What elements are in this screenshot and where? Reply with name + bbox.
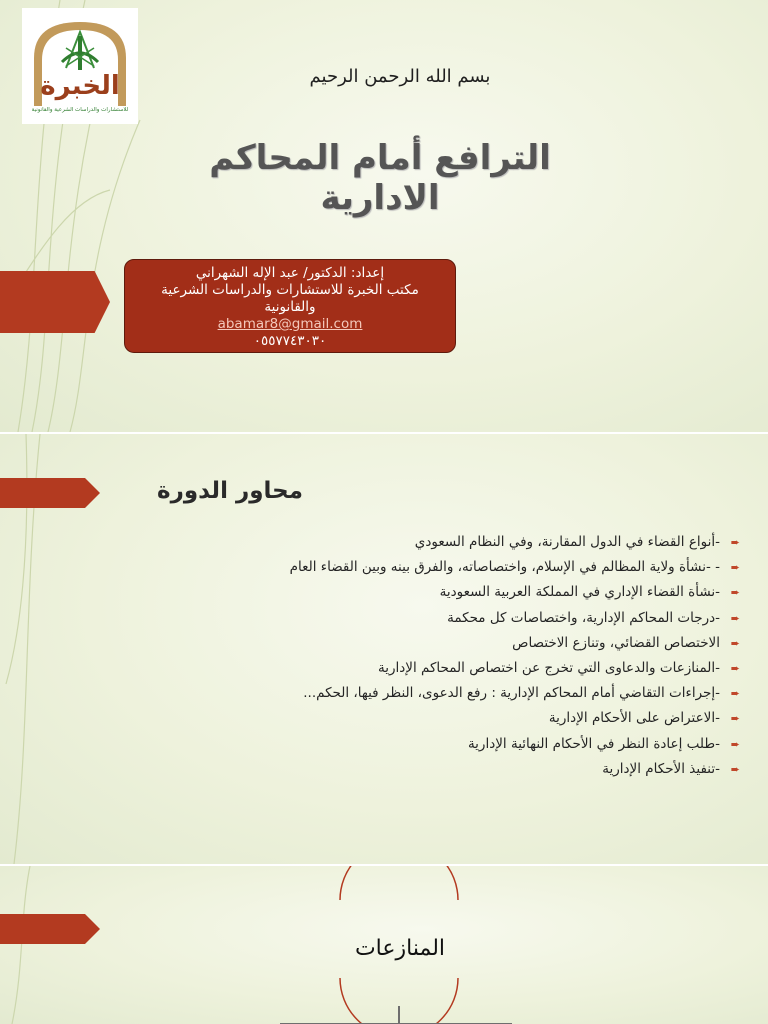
arrow-bullet-icon: ➨ — [730, 737, 740, 751]
arrow-bullet-icon: ➨ — [730, 687, 740, 701]
office-name-cont: والقانونية — [264, 299, 316, 315]
list-item: ➨ -نشأة القضاء الإداري في المملكة العربية السعودية — [160, 580, 732, 605]
svg-text:الخبرة: الخبرة — [40, 71, 120, 101]
course-topics-heading: محاور الدورة — [157, 478, 303, 504]
list-item: ➨ -أنواع القضاء في الدول المقارنة، وفي النظام السعودي — [160, 530, 732, 555]
arrow-bullet-icon: ➨ — [730, 561, 740, 575]
list-item: ➨ الاختصاص القضائي، وتنازع الاختصاص — [160, 631, 732, 656]
section-arrow-shape — [0, 478, 100, 508]
company-logo — [22, 8, 138, 124]
list-item: ➨ -درجات المحاكم الإدارية، واختصاصات كل محكمة — [160, 606, 732, 631]
slide-disputes — [0, 866, 768, 1024]
arrow-bullet-icon: ➨ — [730, 636, 740, 650]
slide-title — [0, 0, 768, 432]
author-card — [124, 259, 456, 353]
office-name: مكتب الخبرة للاستشارات والدراسات الشرعية — [161, 282, 419, 298]
arrow-bullet-icon: ➨ — [730, 712, 740, 726]
list-item: ➨ -الاعتراض على الأحكام الإدارية — [160, 706, 732, 731]
list-item: ➨ -تنفيذ الأحكام الإدارية — [160, 757, 732, 782]
arrow-bullet-icon: ➨ — [730, 586, 740, 600]
svg-text:للاستشارات والدراسات الشرعية و: للاستشارات والدراسات الشرعية والقانونية — [31, 107, 129, 113]
author-name: إعداد: الدكتور/ عبد الإله الشهراني — [195, 265, 385, 281]
title-arrow-shape — [0, 271, 110, 333]
list-item: ➨ - -نشأة ولاية المظالم في الإسلام، واختصاصاته، والفرق بينه وبين القضاء العام — [160, 555, 732, 580]
arrow-bullet-icon: ➨ — [730, 661, 740, 675]
list-item: ➨ -إجراءات التقاضي أمام المحاكم الإدارية : رفع الدعوى، النظر فيها، الحكم... — [160, 681, 732, 706]
disputes-heading: المنازعات — [354, 936, 446, 961]
arrow-bullet-icon: ➨ — [730, 536, 740, 549]
arrow-bullet-icon: ➨ — [730, 762, 740, 776]
phone-number: ٠٥٥٧٧٤٣٠٣٠ — [253, 333, 327, 349]
list-item: ➨ -المنازعات والدعاوى التي تخرج عن اختصاص المحاكم الإدارية — [160, 656, 732, 681]
slide-course-outline — [0, 434, 768, 864]
slide-title-heading: الترافع أمام المحاكم الادارية — [209, 138, 551, 218]
email-link[interactable]: abamar8@gmail.com — [217, 316, 363, 332]
basmala-text: بسم الله الرحمن الرحيم — [309, 66, 491, 87]
topics-list — [160, 530, 740, 782]
arrow-bullet-icon: ➨ — [730, 611, 740, 625]
list-item: ➨ -طلب إعادة النظر في الأحكام النهائية الإدارية — [160, 732, 732, 757]
